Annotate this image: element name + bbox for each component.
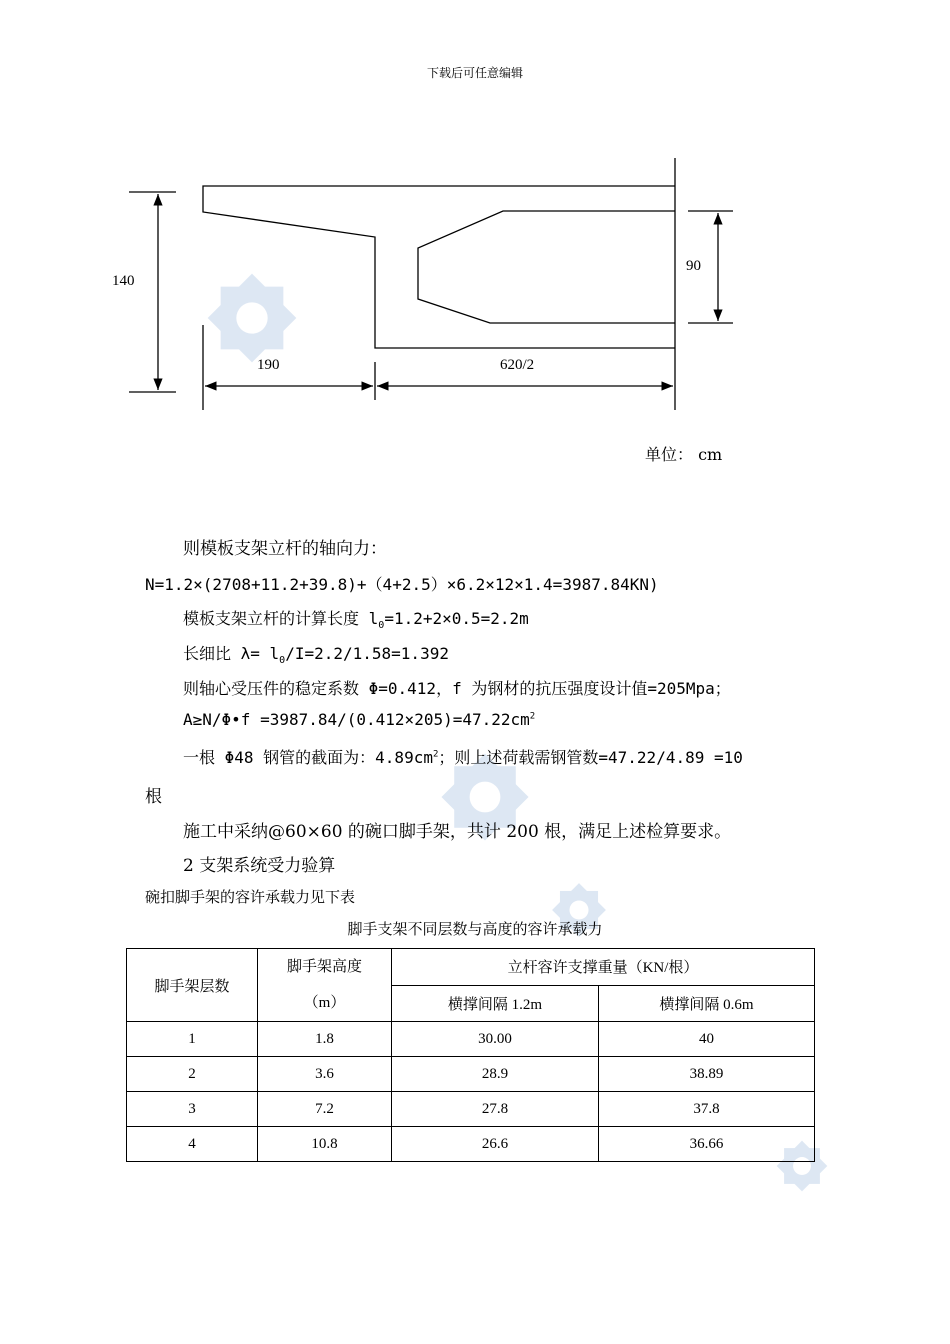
- formula-slenderness: 长细比 $\lambda= l_0/I=2.2/1.58=1.392$: [183, 644, 449, 667]
- paragraph-wrap: 根: [145, 787, 162, 807]
- dim-label-90: 90: [686, 258, 701, 274]
- paragraph: 碗扣脚手架的容许承载力见下表: [145, 888, 356, 906]
- header-layers: 脚手架层数: [127, 949, 258, 1022]
- formula-stability: 则轴心受压件的稳定系数 Φ=0.412，f 为钢材的抗压强度设计值=205Mpa；: [183, 679, 731, 698]
- paragraph: 则模板支架立杆的轴向力：: [183, 539, 387, 559]
- dim-label-140: 140: [112, 273, 135, 289]
- section-heading: 2 支架系统受力验算: [183, 856, 336, 876]
- header-spacing-1-2: 横撑间隔 1.2m: [392, 985, 599, 1022]
- header-spacing-0-6: 横撑间隔 0.6m: [599, 985, 815, 1022]
- table-row: 4 10.8 26.6 36.66: [127, 1127, 815, 1162]
- section-void: [418, 211, 675, 323]
- unit-label: 单位： cm: [645, 445, 723, 464]
- formula-area: A≥N/Φ•f $=3987.84/(0.412\times 205)=47.22cm^2$: [183, 710, 536, 729]
- table-row: 2 3.6 28.9 38.89: [127, 1057, 815, 1092]
- formula-axial-force: N=1.2×(2708+11.2+39.8)+（4+2.5）×6.2×12×1.4=3987.84KN): [145, 575, 659, 594]
- paragraph: 施工中采纳@60×60 的碗口脚手架，共计 200 根，满足上述检算要求。: [183, 822, 732, 842]
- table-caption: 脚手支架不同层数与高度的容许承载力: [347, 920, 603, 938]
- table-row: 1 1.8 30.00 40: [127, 1022, 815, 1057]
- cross-section-diagram: [0, 0, 950, 420]
- formula-pipe-count: 一根 Φ48 钢管的截面为：$4.89cm^2$；则上述荷载需钢管数=47.22/4.89 =10: [183, 748, 743, 767]
- page-header: 下载后可任意编辑: [426, 66, 523, 80]
- capacity-table: [126, 948, 815, 1162]
- table-row: 3 7.2 27.8 37.8: [127, 1092, 815, 1127]
- dim-label-190: 190: [257, 357, 280, 373]
- header-height: 脚手架高度 （m）: [258, 949, 392, 1022]
- dim-label-620: 620/2: [500, 357, 535, 373]
- formula-calc-length: 模板支架立杆的计算长度 $l_0=1.2+2\times 0.5=2.2m$: [183, 609, 529, 632]
- section-outline: [203, 186, 675, 348]
- header-capacity: 立杆容许支撑重量（KN/根）: [392, 949, 815, 986]
